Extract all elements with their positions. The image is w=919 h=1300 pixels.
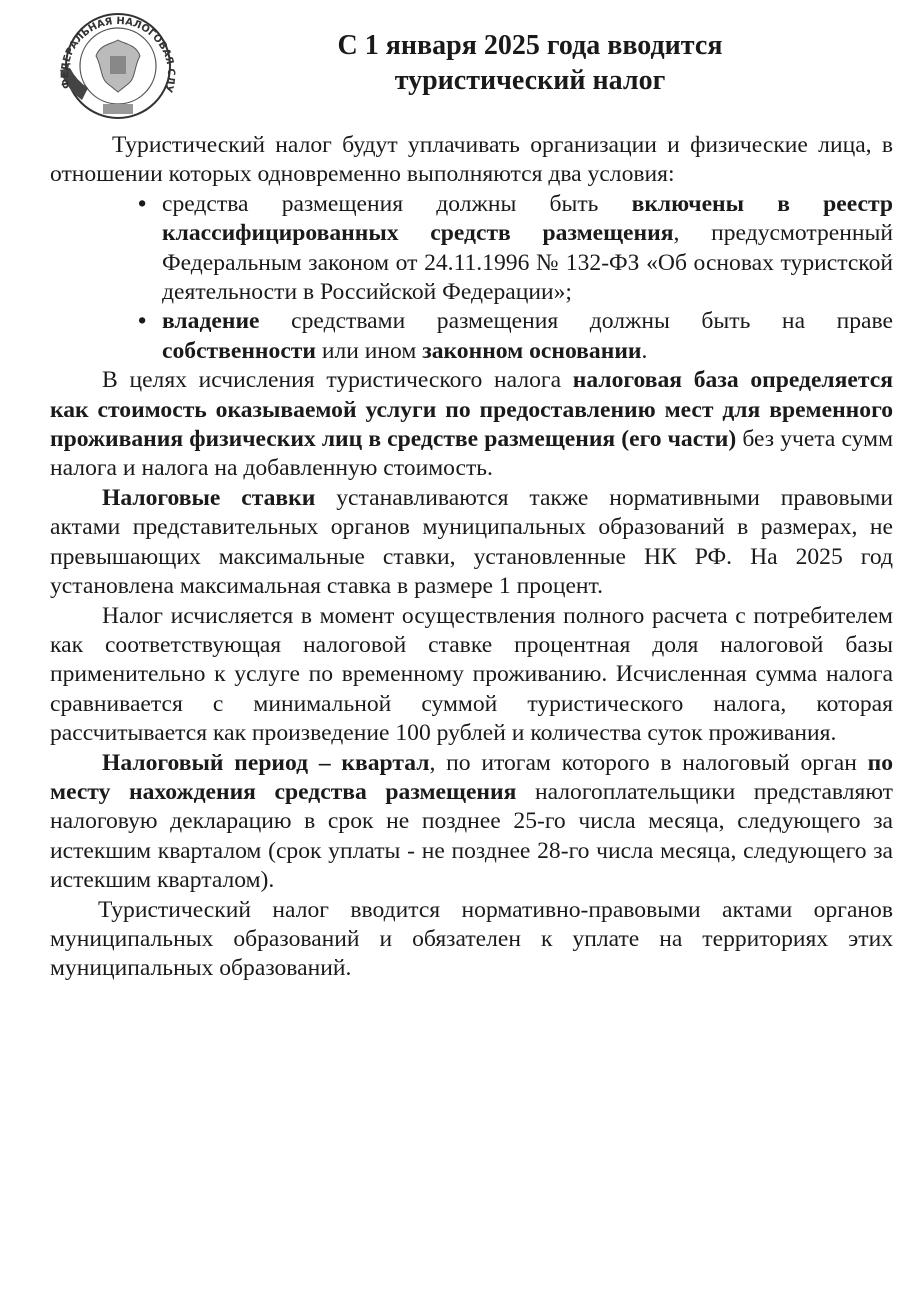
text: Туристический налог вводится нормативно-правовыми актами органов муниципальных образований и обязателен к уплате на территориях этих муниципальных образований. — [50, 896, 893, 982]
text: без учета сумм налога и налога на добавленную стоимость. — [50, 426, 893, 482]
text: налогоплательщики представляют налоговую декларацию в срок не позднее 25-го числа месяца, следующего за истекшим кварталом (срок уплаты - не позднее 28-го числа месяца, следующего за истекшим кварталом). — [50, 778, 893, 894]
svg-text:ФЕДЕРАЛЬНАЯ НАЛОГОВАЯ СЛУЖБА: ФЕДЕРАЛЬНАЯ НАЛОГОВАЯ СЛУ — [59, 15, 177, 94]
paragraph — [50, 484, 893, 602]
title-line-2: туристический налог — [394, 65, 666, 96]
document-body — [50, 131, 893, 984]
bullet-item — [162, 307, 893, 366]
bullet-item — [162, 190, 893, 308]
title-line-1: С 1 января 2025 года вводится — [337, 30, 723, 61]
text: или ином — [315, 337, 423, 364]
text: , предусмотренный Федеральным законом от 24.11.1996 № 132-ФЗ «Об основах туристской деятельности в Российской Федерации»; — [162, 220, 893, 306]
document-title — [260, 28, 800, 98]
bold-text: владение — [162, 308, 260, 335]
bullet-list — [50, 190, 893, 366]
text: В целях исчисления туристического налога — [102, 367, 573, 394]
text: средствами размещения должны быть на праве — [259, 308, 893, 335]
text: средства размещения должны быть — [162, 190, 632, 217]
paragraph — [50, 602, 893, 749]
bold-text: налоговая база определяется как стоимость оказываемой услуги по предоставлению мест для временного проживания физических лиц в средстве размещения (его части) — [50, 367, 893, 453]
text: , по итогам которого в налоговый орган — [429, 749, 868, 776]
text: . — [641, 337, 648, 364]
bold-text: включены в реестр классифицированных средств размещения — [162, 190, 893, 247]
paragraph — [50, 131, 893, 190]
paragraph — [50, 749, 893, 896]
text: Туристический налог будут уплачивать организации и физические лица, в отношении которых одновременно выполняются два условия: — [50, 132, 893, 188]
text: Налог исчисляется в момент осуществления полного расчета с потребителем как соответствующая налоговой ставке процентная доля налоговой базы применительно к услуге по временному проживанию. Исчисленная сумма налога сравнивается с минимальной суммой туристического налога, которая рассчитывается как произведение 100 рублей и количества суток проживания. — [50, 602, 893, 747]
bold-text: по месту нахождения средства размещения — [50, 749, 894, 805]
paragraph — [50, 896, 893, 984]
bold-text: законном основании — [422, 337, 642, 364]
tax-service-seal — [48, 8, 188, 123]
bold-text: собственности — [162, 337, 316, 364]
text: устанавливаются также нормативными правовыми актами представительных органов муниципальных образований в размерах, не превышающих максимальные ставки, установленные НК РФ. На 2025 год установлена максимальная ставка в размере 1 процент. — [50, 484, 893, 600]
bold-text: Налоговый период – квартал — [102, 749, 430, 776]
paragraph — [50, 366, 893, 484]
bold-text: Налоговые ставки — [102, 484, 316, 511]
